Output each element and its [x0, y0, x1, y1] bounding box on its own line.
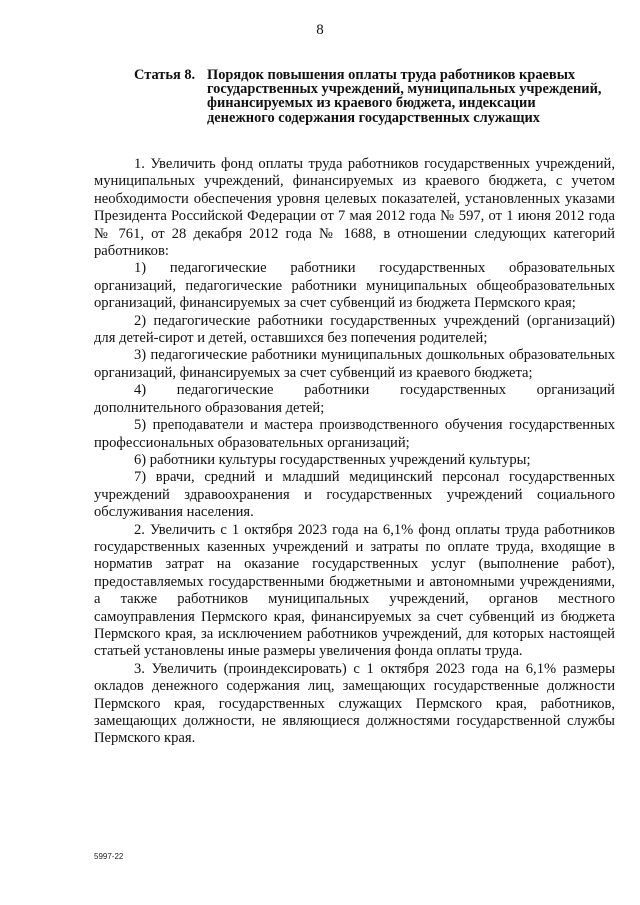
- paragraph-3: 3. Увеличить (проиндексировать) с 1 октября 2023 года на 6,1% размеры окладов денежного содержания лиц, замещающих государственные должности Пермского края, государственных служащих Пермского края, работников, замещающих должности, не являющиеся должностями государственной службы Пермского края.: [94, 660, 615, 747]
- article-label: Статья 8.: [134, 67, 196, 83]
- list-item-4: 4) педагогические работники государственных организаций дополнительного образования детей;: [94, 382, 615, 416]
- paragraph-2: 2. Увеличить с 1 октября 2023 года на 6,1% фонд оплаты труда работников государственных казенных учреждений и затраты по оплате труда, входящие в норматив затрат на оказание государственных услуг (выполнение работ), предоставляемых государственными бюджетными и автономными учреждениями, а также работников муниципальных учреждений, органов местного самоуправления Пермского края, финансируемых за счет субвенций из бюджета Пермского края, за исключением работников учреждений, для которых настоящей статьей установлены иные размеры увеличения фонда оплаты труда.: [94, 521, 615, 660]
- list-item-7: 7) врачи, средний и младший медицинский персонал государственных учреждений здравоохранения и государственных учреждений социального обслуживания населения.: [94, 469, 615, 521]
- paragraph-1: 1. Увеличить фонд оплаты труда работников государственных учреждений, муниципальных учреждений, финансируемых из краевого бюджета, с учетом необходимости обеспечения уровня целевых показателей, установленных указами Президента Российской Федерации от 7 мая 2012 года № 597, от 1 июня 2012 года № 761, от 28 декабря 2012 года № 1688, в отношении следующих категорий работников:: [94, 156, 615, 260]
- page-number: 8: [316, 22, 324, 38]
- article-body: [94, 156, 615, 748]
- footer-document-code: 5997-22: [94, 852, 124, 861]
- list-item-2: 2) педагогические работники государственных учреждений (организаций) для детей-сирот и детей, оставшихся без попечения родителей;: [94, 312, 615, 347]
- list-item-1: 1) педагогические работники государственных образовательных организаций, педагогические работники муниципальных общеобразовательных организаций, финансируемых за счет субвенций из бюджета Пермского края;: [94, 260, 615, 312]
- list-item-6: 6) работники культуры государственных учреждений культуры;: [134, 451, 531, 468]
- list-item-5: 5) преподаватели и мастера производственного обучения государственных профессиональных образовательных организаций;: [94, 417, 615, 451]
- list-item-3: 3) педагогические работники муниципальных дошкольных образовательных организаций, финансируемых за счет субвенций из краевого бюджета;: [94, 347, 615, 381]
- article-heading: [134, 68, 604, 125]
- article-title: Порядок повышения оплаты труда работников краевых государственных учреждений, муниципальных учреждений, финансируемых из краевого бюджета, индексации денежного содержания государственных служащих: [207, 67, 602, 126]
